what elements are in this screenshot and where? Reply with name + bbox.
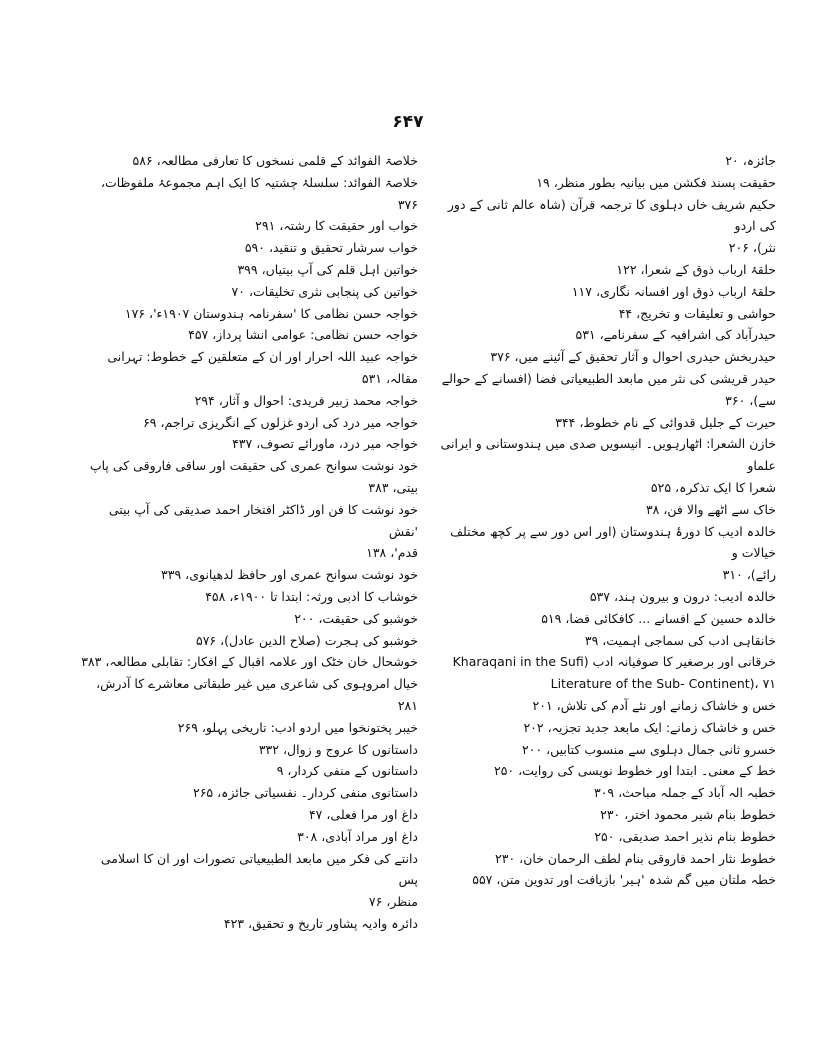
index-entry: جائزہ، ۲۰ <box>725 153 776 168</box>
index-entry: خالدہ ادیب کا دورۂ ہندوستان (اور اس دور سے پر کچھ مختلف خیالات و <box>450 523 776 561</box>
index-entry: خواتین اہل قلم کی آپ بیتیاں، ۳۹۹ <box>237 261 418 277</box>
index-entry: Literature of the Sub- Continent)، ۷۱ <box>550 676 776 692</box>
index-entry: خرقانی اور برصغیر کا صوفیانہ ادب (Kharaqani in the Sufi <box>452 654 776 670</box>
index-entry: خطہ ملتان میں گم شدہ 'ہیر' بازیافت اور تدوین متن، ۵۵۷ <box>472 872 776 888</box>
index-entry: منظر، ۷۶ <box>368 894 418 910</box>
index-entry: خواجہ عبید اللہ احرار اور ان کے متعلقین کے خطوط: تہرانی مقالہ، ۵۳۱ <box>107 349 418 386</box>
index-entry: حلقۂ ارباب ذوق کے شعرا، ۱۲۲ <box>616 261 776 277</box>
index-entry: خاک سے اٹھے والا فن، ۳۸ <box>645 501 776 517</box>
index-entry: خواجہ حسن نظامی کا 'سفرنامہ ہندوستان ۱۹۰۷ء'، ۱۷۶ <box>124 305 418 321</box>
index-entry: خط کے معنی۔ ابتدا اور خطوط نویسی کی روایت، ۲۵۰ <box>493 763 776 779</box>
index-entry: خازن الشعرا: اٹھارہویں۔ انیسویں صدی میں ہندوستانی و ایرانی علماو <box>440 436 776 474</box>
page-number: ۶۴۷ <box>392 112 424 132</box>
index-entry: خوشحال خان خٹک اور علامہ اقبال کے افکار: تقابلی مطالعہ، ۳۸۳ <box>81 654 418 670</box>
index-entry: حواشی و تعلیقات و تخریج، ۴۴ <box>618 305 776 321</box>
index-entry: حکیم شریف خاں دہلوی کا ترجمہ قرآن (شاہ عالم ثانی کے دور کی اردو <box>447 196 776 234</box>
index-entry: خود نوشت کا فن اور ڈاکٹر افتخار احمد صدیقی کی آپ بیتی 'نقش <box>108 501 418 539</box>
index-entry: خواب سرشار تحقیق و تنقید، ۵۹۰ <box>244 240 418 256</box>
index-entry: خیال امروہوی کی شاعری میں غیر طبقاتی معاشرے کا آدرش، ۲۸۱ <box>96 676 418 713</box>
index-entry: خلاصۃ الفوائد کے قلمی نسخوں کا تعارفی مطالعہ، ۵۸۶ <box>132 153 418 168</box>
index-entry: قدم'، ۱۳۸ <box>366 545 418 561</box>
index-entry: خس و خاشاک زمانے اور نئے آدم کی تلاش، ۲۰۱ <box>532 697 776 713</box>
index-entry: دانتے کی فکر میں مابعد الطبیعیاتی تصورات اور ان کا اسلامی پس <box>100 850 418 888</box>
index-entry: خوشاب کا ادبی ورثہ: ابتدا تا ۱۹۰۰ء، ۴۵۸ <box>205 588 418 604</box>
index-entry: خس و خاشاک زمانے: ایک مابعد جدید تجزیہ، ۲۰۲ <box>523 719 776 735</box>
index-entry: خسرو ثانی جمال دہلوی سے منسوب کتابیں، ۲۰۰ <box>521 741 776 757</box>
index-entry: خالدہ حسین کے افسانے ... کافکائی فضا، ۵۱۹ <box>541 610 776 626</box>
index-entry: خواجہ میر درد کی اردو غزلوں کے انگریزی تراجم، ۶۹ <box>143 414 418 430</box>
index-entry: داغ اور مرا فعلی، ۴۷ <box>308 806 418 822</box>
index-entry: داستانوں کا عروج و زوال، ۳۳۲ <box>258 741 418 757</box>
index-entry: خالدہ ادیب: درون و بیرون ہند، ۵۳۷ <box>589 588 776 604</box>
index-entry: خوشبو کی ہجرت (صلاح الدین عادل)، ۵۷۶ <box>196 632 418 648</box>
index-entry: دائرہ وادیہ پشاور تاریخ و تحقیق، ۴۲۳ <box>223 915 418 931</box>
index-column-left <box>80 150 418 935</box>
index-entry: خواجہ محمد زبیر فریدی: احوال و آثار، ۲۹۴ <box>194 392 418 408</box>
index-entry: داستانوں کے منفی کردار، ۹ <box>276 763 418 779</box>
index-entry: داغ اور مراد آبادی، ۳۰۸ <box>297 828 418 844</box>
index-entry: خطبہ الہ آباد کے جملہ مباحث، ۳۰۹ <box>593 785 776 801</box>
index-entry: داستانوی منفی کردار۔ نفسیاتی جائزہ، ۲۶۵ <box>193 785 418 801</box>
index-entry: حقیقت پسند فکشن میں بیانیہ بطور منظر، ۱۹ <box>536 174 776 190</box>
index-entry: حیدر قریشی کی نثر میں مابعد الطبیعیاتی فضا (افسانے کے حوالے <box>441 370 776 386</box>
index-entry: حلقۂ ارباب ذوق اور افسانہ نگاری، ۱۱۷ <box>571 283 776 299</box>
index-entry: حیرت کے جلیل قدوائی کے نام خطوط، ۳۴۴ <box>555 414 776 430</box>
index-entry: خود نوشت سوانح عمری اور حافظ لدھیانوی، ۳۳۹ <box>161 567 418 583</box>
index-entry: خود نوشت سوانح عمری کی حقیقت اور ساقی فاروقی کی پاپ بیتی، ۳۸۳ <box>89 458 418 495</box>
index-entry: خطوط بنام نذیر احمد صدیقی، ۲۵۰ <box>594 828 776 844</box>
index-entry: خیبر پختونخوا میں اردو ادب: تاریخی پہلو، ۲۶۹ <box>177 719 418 735</box>
index-entry: خلاصۃ الفوائد: سلسلۂ چشتیہ کا ایک اہم مجموعۂ ملفوظات، ۳۷۶ <box>100 174 418 212</box>
index-entry: خواب اور حقیقت کا رشتہ، ۲۹۱ <box>255 218 418 234</box>
index-entry: حیدرآباد کی اشرافیہ کے سفرنامے، ۵۳۱ <box>575 327 776 343</box>
index-entry: حیدربخش حیدری احوال و آثار تحقیق کے آئینے میں، ۳۷۶ <box>490 349 776 365</box>
index-entry: سے)، ۳۶۰ <box>725 392 776 408</box>
index-entry: رائے)، ۳۱۰ <box>722 567 776 583</box>
index-column-right <box>438 150 776 891</box>
index-entry: خطوط نثار احمد فاروقی بنام لطف الرحمان خان، ۲۳۰ <box>495 850 776 866</box>
index-entry: خطوط بنام شیر محمود اختر، ۲۳۰ <box>600 806 776 822</box>
index-entry: خواجہ میر درد، ماورائے تصوف، ۴۳۷ <box>232 436 418 452</box>
index-entry: خواجہ حسن نظامی: عوامی انشا پرداز، ۴۵۷ <box>188 327 418 343</box>
index-entry: خانقاہی ادب کی سماجی اہمیت، ۳۹ <box>584 632 776 648</box>
index-entry: شعرا کا ایک تذکرہ، ۵۲۵ <box>650 479 776 495</box>
index-entry: خواتین کی پنجابی نثری تخلیقات، ۷۰ <box>231 283 418 299</box>
index-entry: نثر)، ۲۰۶ <box>728 240 776 256</box>
index-entry: خوشبو کی حقیقت، ۲۰۰ <box>294 610 418 626</box>
